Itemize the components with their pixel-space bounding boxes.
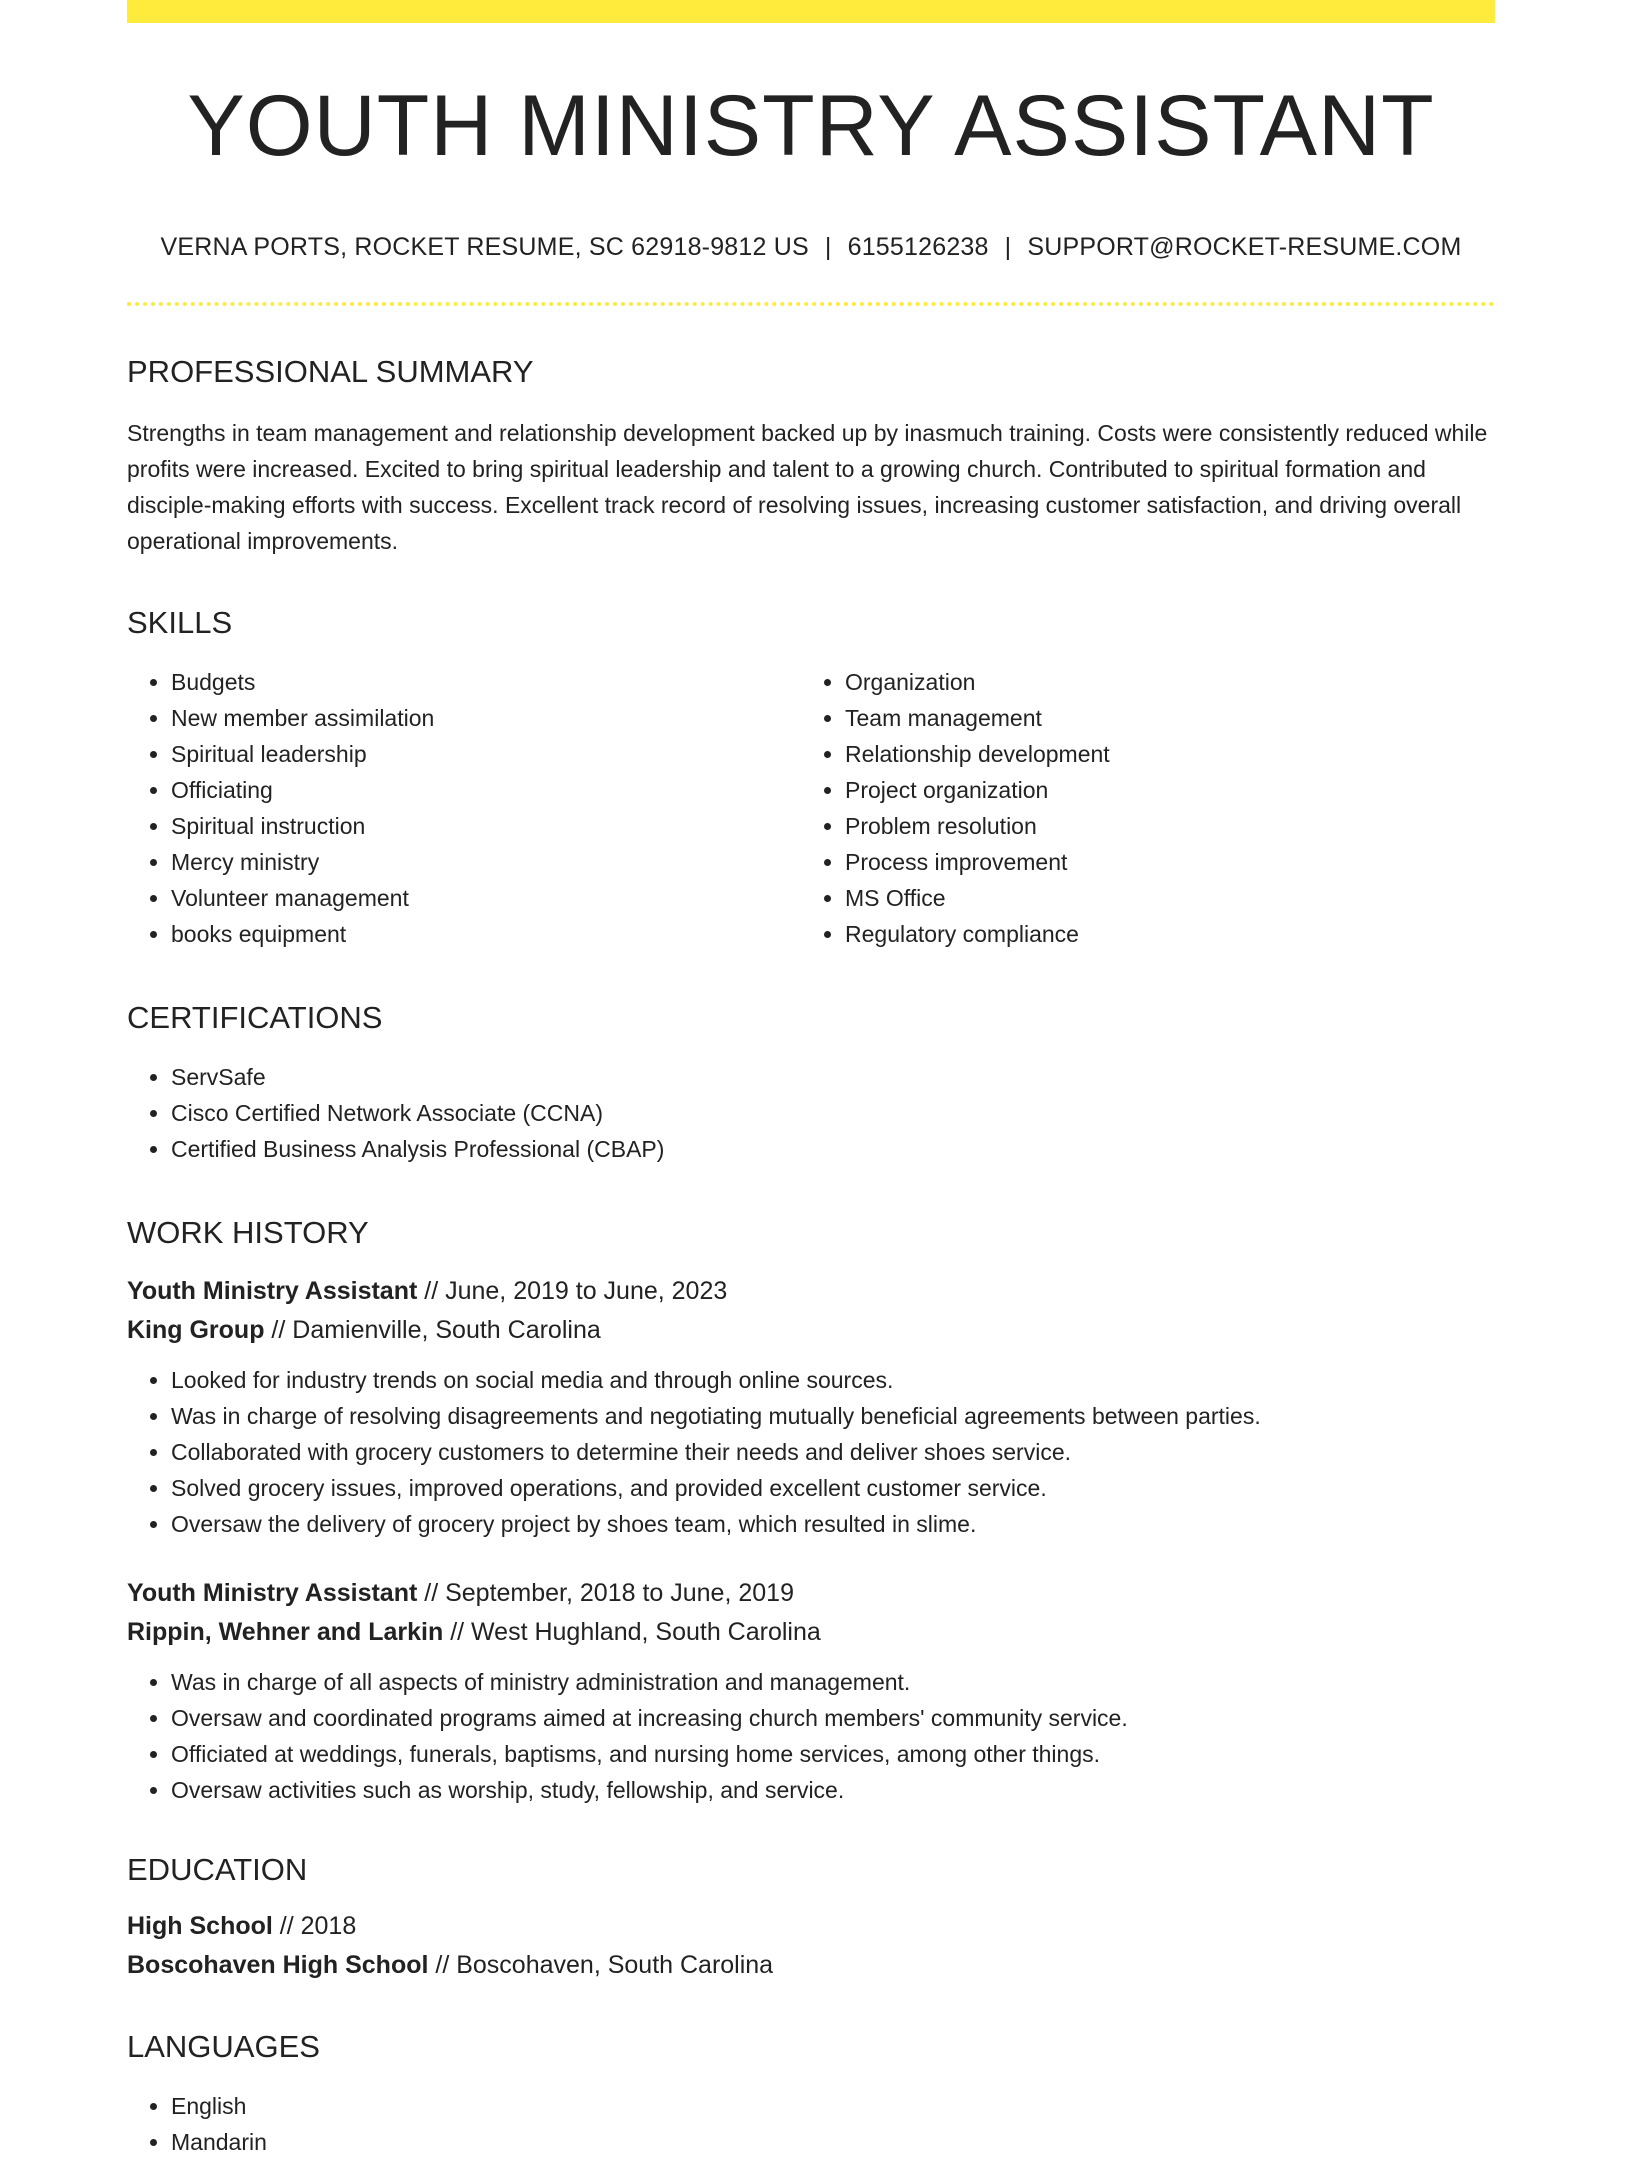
job-bullet: • Solved grocery issues, improved operations, and provided excellent customer service. xyxy=(171,1470,1495,1506)
skills-list-left xyxy=(127,664,801,952)
job-title: Youth Ministry Assistant xyxy=(127,1277,418,1305)
education-year: // 2018 xyxy=(272,1912,357,1940)
education-entry xyxy=(127,1907,1495,1985)
skill-item: • MS Office xyxy=(845,880,1475,916)
skills-heading: SKILLS xyxy=(127,605,233,640)
languages-list xyxy=(127,2088,1495,2160)
job-title-line xyxy=(127,1574,1495,1613)
skill-item: • books equipment xyxy=(171,916,801,952)
contact-phone: 6155126238 xyxy=(847,233,989,261)
skills-column-left xyxy=(127,664,801,952)
skill-item: • Volunteer management xyxy=(171,880,801,916)
languages-section xyxy=(127,2031,1495,2160)
header-divider xyxy=(127,302,1495,306)
skill-item: • Mercy ministry xyxy=(171,844,801,880)
skills-section xyxy=(127,607,1495,952)
skill-item: • Organization xyxy=(845,664,1475,700)
skill-item: • Problem resolution xyxy=(845,808,1475,844)
job-title: Youth Ministry Assistant xyxy=(127,1579,418,1607)
job-bullet: • Officiated at weddings, funerals, baptisms, and nursing home services, among other things. xyxy=(171,1736,1495,1772)
certifications-heading: CERTIFICATIONS xyxy=(127,1000,383,1035)
education-degree-line xyxy=(127,1907,1495,1946)
skill-item: • Spiritual leadership xyxy=(171,736,801,772)
job-dates: // September, 2018 to June, 2019 xyxy=(417,1579,794,1607)
skills-list-right xyxy=(801,664,1475,952)
contact-email: SUPPORT@ROCKET-RESUME.COM xyxy=(1027,233,1462,261)
skills-column-right xyxy=(801,664,1475,952)
job-bullets xyxy=(127,1362,1495,1542)
work-history-heading: WORK HISTORY xyxy=(127,1215,369,1250)
job-company: King Group xyxy=(127,1316,265,1344)
job-entry xyxy=(127,1574,1495,1808)
job-location: // West Hughland, South Carolina xyxy=(443,1618,821,1646)
job-company-line xyxy=(127,1613,1495,1652)
skills-columns xyxy=(127,664,1495,952)
education-school-line xyxy=(127,1946,1495,1985)
job-company: Rippin, Wehner and Larkin xyxy=(127,1618,444,1646)
skill-item: • Team management xyxy=(845,700,1475,736)
contact-separator: | xyxy=(824,233,832,261)
contact-address: VERNA PORTS, ROCKET RESUME, SC 62918-9812 US xyxy=(160,233,809,261)
work-history-section xyxy=(127,1217,1495,1808)
resume-title: YOUTH MINISTRY ASSISTANT xyxy=(187,78,1435,174)
education-section xyxy=(127,1854,1495,1985)
job-bullet: • Was in charge of all aspects of ministry administration and management. xyxy=(171,1664,1495,1700)
job-bullet: • Collaborated with grocery customers to determine their needs and deliver shoes service. xyxy=(171,1434,1495,1470)
job-location: // Damienville, South Carolina xyxy=(264,1316,601,1344)
summary-heading: PROFESSIONAL SUMMARY xyxy=(127,354,534,389)
skill-item: • Officiating xyxy=(171,772,801,808)
skill-item: • Process improvement xyxy=(845,844,1475,880)
summary-text: Strengths in team management and relationship development backed up by inasmuch training. Costs were consistently reduced while profits were increased. Excited to bring spiritual leadership and talent to a growing church. Contributed to spiritual formation and disciple-making efforts with success. Excellent track record of resolving issues, increasing customer satisfaction, and driving overall operational improvements. xyxy=(127,420,1488,554)
job-dates: // June, 2019 to June, 2023 xyxy=(417,1277,728,1305)
job-bullets xyxy=(127,1664,1495,1808)
contact-line xyxy=(127,233,1495,262)
top-accent-bar xyxy=(127,0,1495,23)
language-item: • English xyxy=(171,2088,1495,2124)
skill-item: • Project organization xyxy=(845,772,1475,808)
job-title-line xyxy=(127,1272,1495,1311)
language-item: • Mandarin xyxy=(171,2124,1495,2160)
education-school: Boscohaven High School xyxy=(127,1951,429,1979)
skill-item: • Regulatory compliance xyxy=(845,916,1475,952)
languages-heading: LANGUAGES xyxy=(127,2029,320,2064)
job-bullet: • Looked for industry trends on social media and through online sources. xyxy=(171,1362,1495,1398)
skill-item: • Budgets xyxy=(171,664,801,700)
job-bullet: • Was in charge of resolving disagreements and negotiating mutually beneficial agreements between parties. xyxy=(171,1398,1495,1434)
skill-item: • New member assimilation xyxy=(171,700,801,736)
job-entry xyxy=(127,1272,1495,1542)
education-heading: EDUCATION xyxy=(127,1852,308,1887)
job-bullet: • Oversaw activities such as worship, study, fellowship, and service. xyxy=(171,1772,1495,1808)
certifications-list xyxy=(127,1059,1495,1167)
skill-item: • Relationship development xyxy=(845,736,1475,772)
resume-page xyxy=(127,0,1495,2160)
job-bullet: • Oversaw the delivery of grocery project by shoes team, which resulted in slime. xyxy=(171,1506,1495,1542)
education-degree: High School xyxy=(127,1912,273,1940)
job-company-line xyxy=(127,1311,1495,1350)
certification-item: • ServSafe xyxy=(171,1059,1495,1095)
education-location: // Boscohaven, South Carolina xyxy=(428,1951,774,1979)
summary-section xyxy=(127,356,1495,559)
job-bullet: • Oversaw and coordinated programs aimed at increasing church members' community service. xyxy=(171,1700,1495,1736)
skill-item: • Spiritual instruction xyxy=(171,808,801,844)
contact-separator: | xyxy=(1004,233,1012,261)
certification-item: • Certified Business Analysis Professional (CBAP) xyxy=(171,1131,1495,1167)
certifications-section xyxy=(127,1002,1495,1167)
certification-item: • Cisco Certified Network Associate (CCNA) xyxy=(171,1095,1495,1131)
